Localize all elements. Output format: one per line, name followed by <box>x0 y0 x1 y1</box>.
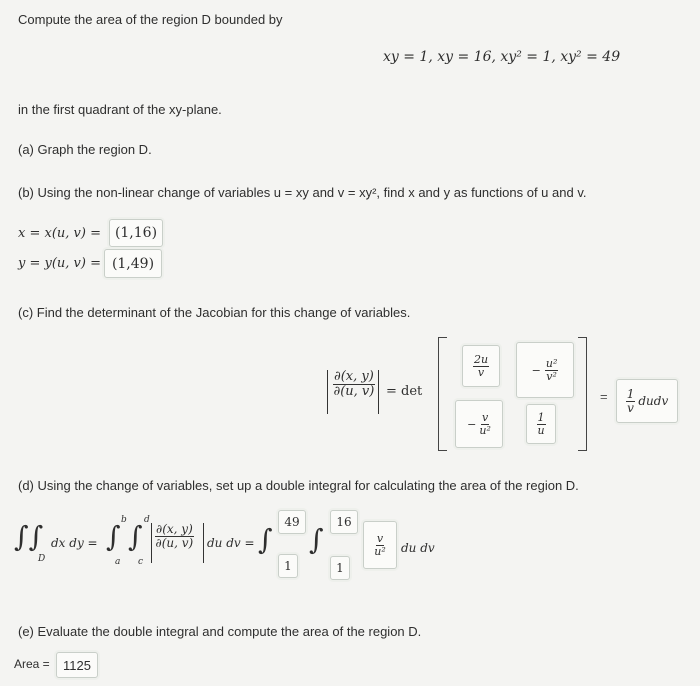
dudv-mid: du dv = <box>207 536 255 550</box>
m21-sign: − <box>467 417 477 431</box>
integrand-num: v <box>376 531 384 545</box>
dudv-end: du dv <box>401 541 435 555</box>
jacobian-result-field[interactable] <box>616 379 678 423</box>
m12-num: u² <box>545 356 558 370</box>
matrix-bracket-right <box>578 337 587 451</box>
m11-den: v <box>477 365 485 379</box>
jac-num-d: ∂(x, y) <box>156 522 193 536</box>
result-suffix: dudv <box>638 394 669 408</box>
det-label: = det <box>386 384 423 399</box>
jacobian-num: ∂(x, y) <box>334 369 374 384</box>
part-b-text: (b) Using the non-linear change of variables u = xy and v = xy², find x and y as functions of u and v. <box>18 185 587 200</box>
matrix-cell-12[interactable] <box>516 342 574 398</box>
matrix-cell-11[interactable] <box>462 345 500 387</box>
upper-d: d <box>144 515 150 525</box>
quadrant-text: in the first quadrant of the xy-plane. <box>18 102 222 117</box>
jacobian-bar-right <box>378 370 379 414</box>
area-label: Area = <box>14 657 50 671</box>
region-subscript: D <box>38 554 46 564</box>
m22-num: 1 <box>537 410 545 424</box>
equals-sign: = <box>600 389 608 404</box>
lower-c: c <box>138 557 144 567</box>
m21-den: u² <box>479 423 491 437</box>
x-label: x = x(u, v) = <box>18 226 101 241</box>
inner-upper-limit-field[interactable]: 16 <box>330 510 358 534</box>
inner-integral-sign-cd: ∫ <box>128 520 143 553</box>
matrix-cell-22[interactable] <box>526 404 556 444</box>
matrix-cell-21[interactable] <box>455 400 503 448</box>
result-num: 1 <box>626 386 635 401</box>
jacobian-bar-left <box>327 370 328 414</box>
part-c-text: (c) Find the determinant of the Jacobian for this change of variables. <box>18 305 411 320</box>
outer-upper-limit-field[interactable]: 49 <box>278 510 306 534</box>
m22-den: u <box>537 423 545 437</box>
region-curves: xy = 1, xy = 16, xy² = 1, xy² = 49 <box>383 49 621 65</box>
m12-sign: − <box>531 363 541 377</box>
double-integral-sign: ∫∫ <box>14 520 44 553</box>
part-e-text: (e) Evaluate the double integral and compute the area of the region D. <box>18 624 422 639</box>
y-label: y = y(u, v) = <box>18 256 101 271</box>
m21-num: v <box>482 410 489 424</box>
jacobian-den: ∂(u, v) <box>333 383 375 399</box>
integrand-field[interactable] <box>363 521 397 569</box>
inner-lower-limit-field[interactable]: 1 <box>330 556 350 580</box>
m12-den: v² <box>546 369 557 383</box>
jacobian-fraction-d <box>155 523 194 549</box>
jac-den-d: ∂(u, v) <box>155 535 194 550</box>
lower-a: a <box>115 557 121 567</box>
problem-intro: Compute the area of the region D bounded by <box>18 12 283 27</box>
inner-integral-sign: ∫ <box>309 523 324 556</box>
jac-bar-left-d <box>151 523 152 563</box>
outer-integral-sign-ab: ∫ <box>106 520 121 553</box>
outer-lower-limit-field[interactable]: 1 <box>278 554 298 578</box>
part-d-text: (d) Using the change of variables, set up a double integral for calculating the area of the region D. <box>18 478 579 493</box>
y-answer-field[interactable]: (1,49) <box>104 249 162 278</box>
upper-b: b <box>121 515 127 525</box>
matrix-bracket-left <box>438 337 447 451</box>
integrand-den: u² <box>374 544 386 558</box>
outer-integral-sign: ∫ <box>258 523 273 556</box>
dxdy-label: dx dy = <box>51 536 98 550</box>
area-answer-field[interactable]: 1125 <box>56 652 98 678</box>
jac-bar-right-d <box>203 523 204 563</box>
m11-num: 2u <box>473 352 489 366</box>
result-den: v <box>627 400 634 415</box>
x-answer-field[interactable]: (1,16) <box>109 219 163 247</box>
part-a-text: (a) Graph the region D. <box>18 142 152 157</box>
jacobian-fraction <box>333 370 375 398</box>
